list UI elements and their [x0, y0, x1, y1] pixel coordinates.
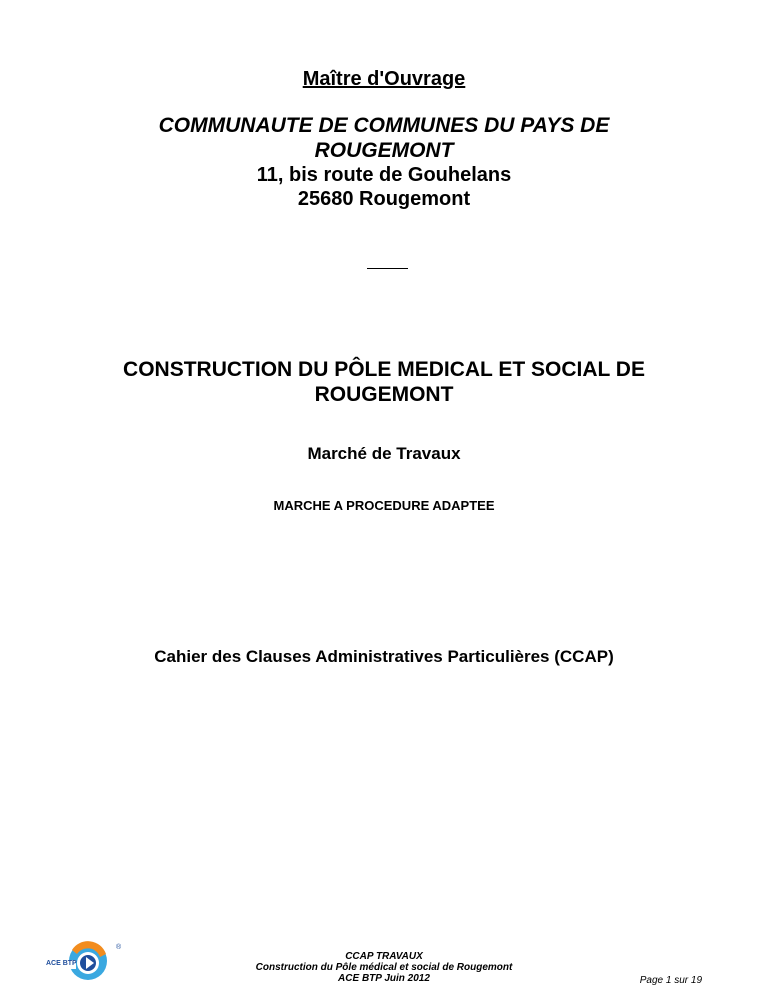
project-title-line1: CONSTRUCTION DU PÔLE MEDICAL ET SOCIAL DE — [123, 358, 645, 381]
procedure-type: MARCHE A PROCEDURE ADAPTEE — [273, 498, 495, 513]
owner-label: Maître d'Ouvrage — [302, 68, 466, 90]
registered-mark: ® — [116, 944, 122, 951]
contract-type: Marché de Travaux — [307, 444, 461, 463]
page-number: Page 1 sur 19 — [639, 975, 702, 986]
footer-line1: CCAP TRAVAUX — [345, 951, 423, 962]
organization-name-line2: ROUGEMONT — [314, 139, 454, 162]
document-title: Cahier des Clauses Administratives Particulières (CCAP) — [154, 647, 614, 666]
company-logo — [42, 936, 124, 986]
organization-address — [0, 163, 768, 211]
address-line2: 25680 Rougemont — [297, 188, 471, 210]
footer-line3: ACE BTP Juin 2012 — [338, 973, 430, 984]
project-title-line2: ROUGEMONT — [314, 383, 454, 406]
logo-text: ACE BTP — [46, 960, 77, 967]
organization-name-line1: COMMUNAUTE DE COMMUNES DU PAYS DE — [158, 114, 610, 137]
organization-name — [0, 113, 768, 163]
address-line1: 11, bis route de Gouhelans — [256, 164, 512, 186]
footer-info — [220, 951, 548, 984]
footer-line2: Construction du Pôle médical et social de Rougemont — [255, 962, 513, 973]
separator-line — [367, 268, 408, 269]
project-title — [0, 357, 768, 407]
